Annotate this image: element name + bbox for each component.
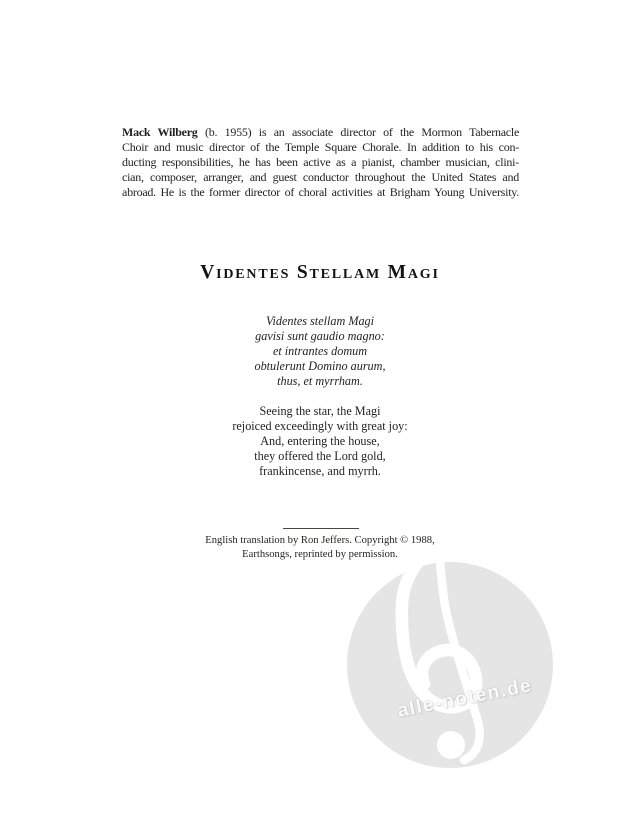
- translation-credit: [0, 534, 640, 562]
- translation-line: Seeing the star, the Magi: [259, 404, 381, 418]
- latin-line: gavisi sunt gaudio magno:: [255, 328, 385, 343]
- bio-line-text: (b. 1955) is an associate director of the Mormon Tabernacle: [204, 125, 520, 139]
- bio-line: [122, 125, 519, 140]
- composer-bio: [122, 125, 519, 200]
- watermark-site-text: alle-noten.de: [395, 675, 535, 722]
- latin-text-block: [0, 314, 640, 389]
- divider-rule: [283, 528, 359, 529]
- bio-line: abroad. He is the former director of choral activities at Brigham Young University.: [122, 185, 519, 199]
- publisher-watermark: [340, 535, 560, 775]
- bio-line: cian, composer, arranger, and guest conductor throughout the United States and: [122, 170, 519, 184]
- translation-line: they offered the Lord gold,: [254, 448, 386, 463]
- credit-line: Earthsongs, reprinted by permission.: [242, 548, 398, 560]
- piece-title: Videntes Stellam Magi: [200, 262, 440, 283]
- latin-line: thus, et myrrham.: [277, 373, 363, 388]
- latin-line: Videntes stellam Magi: [265, 314, 375, 328]
- translation-line: And, entering the house,: [260, 433, 380, 448]
- translation-line: rejoiced exceedingly with great joy:: [232, 418, 408, 433]
- translation-line: frankincense, and myrrh.: [259, 463, 381, 478]
- bio-line: ducting responsibilities, he has been active as a pianist, chamber musician, clini-: [122, 155, 519, 169]
- bio-line: Choir and music director of the Temple Square Chorale. In addition to his con-: [122, 140, 519, 154]
- credit-line: English translation by Ron Jeffers. Copyright © 1988,: [205, 535, 435, 546]
- english-translation-block: [0, 404, 640, 479]
- composer-name: Mack Wilberg: [122, 125, 198, 139]
- latin-line: obtulerunt Domino aurum,: [254, 358, 386, 373]
- latin-line: et intrantes domum: [272, 343, 368, 358]
